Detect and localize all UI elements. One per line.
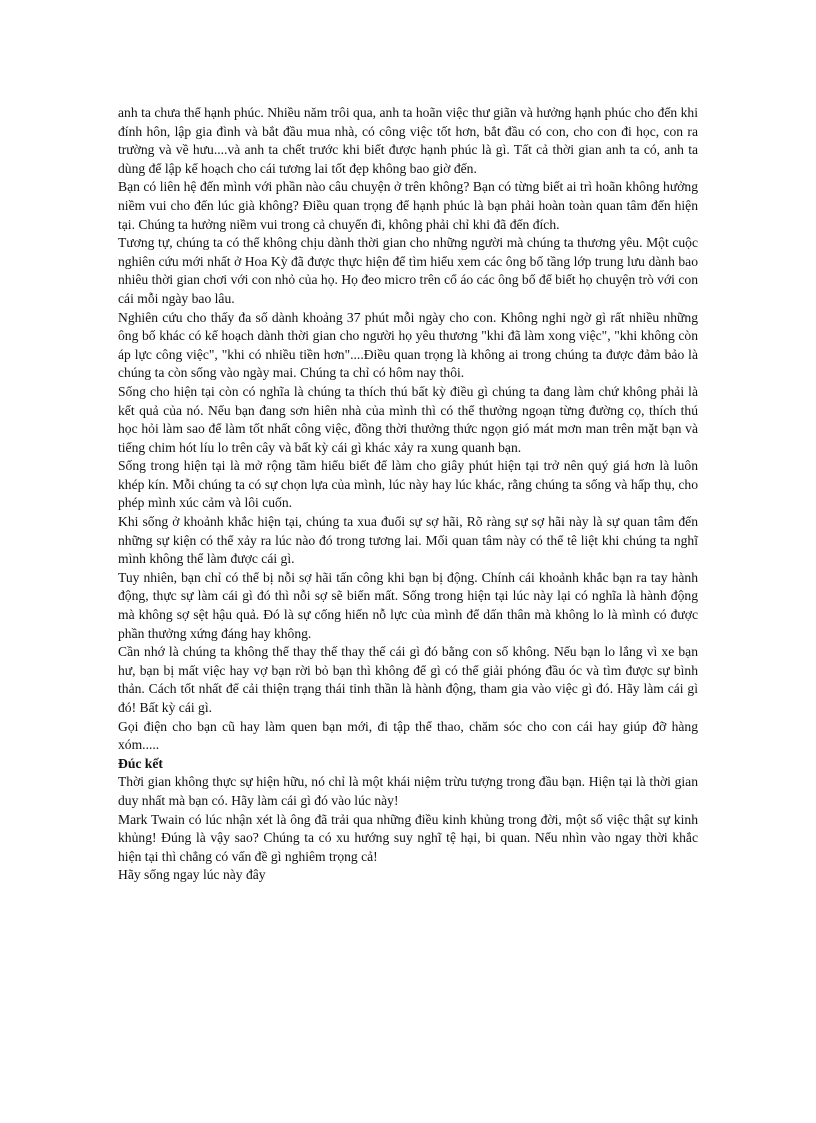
paragraph-3: Tương tự, chúng ta có thể không chịu dành thời gian cho những người mà chúng ta thương yêu. Một cuộc nghiên cứu mới nhất ở Hoa Kỳ đã được thực hiện để tìm hiểu xem các ông bố tầng lớp trung lưu dành bao nhiêu thời gian chơi với con nhỏ của họ. Họ đeo micro trên cổ áo các ông bố để biết họ chuyện trò với con cái mỗi ngày bao lâu. — [118, 235, 698, 306]
paragraph-2: Bạn có liên hệ đến mình với phần nào câu chuyện ở trên không? Bạn có từng biết ai trì hoãn không hưởng niềm vui cho đến lúc già không? Điều quan trọng để hạnh phúc là bạn phải hoàn toàn quan tâm đến hiện tại. Chúng ta hưởng niềm vui trong cả chuyến đi, không phải chỉ khi đã đến đích. — [118, 179, 698, 232]
section-heading: Đúc kết — [118, 755, 163, 771]
closing-paragraph-1: Thời gian không thực sự hiện hữu, nó chỉ là một khái niệm trừu tượng trong đầu bạn. Hiện tại là thời gian duy nhất mà bạn có. Hãy làm cái gì đó vào lúc này! — [118, 774, 698, 808]
paragraph-5: Sống cho hiện tại còn có nghĩa là chúng ta thích thú bất kỳ điều gì chúng ta đang làm chứ không phải là kết quả của nó. Nếu bạn đang sơn hiên nhà của mình thì có thể thưởng ngoạn từng đường cọ, thích thú học hỏi làm sao để làm tốt nhất công việc, đồng thời thưởng thức ngọn gió mát mơn man trên mặt bạn và tiếng chim hót líu lo trên cây và bất kỳ cái gì khác xảy ra xung quanh bạn. — [118, 383, 698, 455]
paragraph-4: Nghiên cứu cho thấy đa số dành khoảng 37 phút mỗi ngày cho con. Không nghi ngờ gì rất nhiều những ông bố khác có kế hoạch dành thời gian cho người họ yêu thương "khi đã làm xong việc", "khi không còn áp lực công việc", "khi có nhiều tiền hơn"....Điều quan trọng là không ai trong chúng ta được đảm bảo là chúng ta còn sống vào ngày mai. Chúng ta chỉ có hôm nay thôi. — [118, 309, 698, 381]
paragraph-8: Tuy nhiên, bạn chỉ có thể bị nỗi sợ hãi tấn công khi bạn bị động. Chính cái khoảnh khắc bạn ra tay hành động, thực sự làm cái gì đó thì nỗi sợ sẽ biến mất. Sống trong hiện tại lúc này lại có nghĩa là hành động mà không sợ sệt hậu quả. Đó là sự cống hiến nỗ lực của mình để dấn thân mà không lo là mình có được phần thưởng xứng đáng hay không. — [118, 569, 698, 641]
paragraph-10: Gọi điện cho bạn cũ hay làm quen bạn mới, đi tập thể thao, chăm sóc cho con cái hay giúp đỡ hàng xóm..... — [118, 718, 698, 753]
paragraph-1: anh ta chưa thể hạnh phúc. Nhiều năm trôi qua, anh ta hoãn việc thư giãn và hưởng hạnh phúc cho đến khi đính hôn, lập gia đình và bắt đầu mua nhà, có công việc tốt hơn, bắt đầu có con, cho con đi học, con ra trường và về hưu....và anh ta chết trước khi biết được hạnh phúc là gì. Tất cả thời gian anh ta có, anh ta dùng để lập kế hoạch cho cái tương lai tốt đẹp không bao giờ đến. — [118, 105, 698, 176]
paragraph-6: Sống trong hiện tại là mở rộng tầm hiểu biết để làm cho giây phút hiện tại trở nên quý giá hơn là luôn khép kín. Mỗi chúng ta có sự chọn lựa của mình, lúc này hay lúc khác, rằng chúng ta sống và hấp thụ, cho phép mình xúc cảm và lôi cuốn. — [118, 458, 698, 511]
closing-paragraph-2: Mark Twain có lúc nhận xét là ông đã trải qua những điều kinh khủng trong đời, một số việc thật sự kinh khủng! Đúng là vậy sao? Chúng ta có xu hướng suy nghĩ tệ hại, bi quan. Nếu nhìn vào ngay thời khắc hiện tại thì chẳng có vấn đề gì nghiêm trọng cả! — [118, 811, 698, 864]
paragraph-9: Cần nhớ là chúng ta không thể thay thế thay thế cái gì đó bằng con số không. Nếu bạn lo lắng vì xe bạn hư, bạn bị mất việc hay vợ bạn rời bỏ bạn thì không để gì có thể giải phóng đầu óc và tìm được sự bình thản. Cách tốt nhất để cải thiện trạng thái tinh thần là hành động, tham gia vào việc gì đó. Hãy làm cái gì đó! Bất kỳ cái gì. — [118, 644, 698, 715]
closing-paragraph-3: Hãy sống ngay lúc này đây — [118, 867, 266, 883]
paragraph-7: Khi sống ở khoảnh khắc hiện tại, chúng ta xua đuổi sự sợ hãi, Rõ ràng sự sợ hãi này là sự quan tâm đến những sự kiện có thể xảy ra lúc nào đó trong tương lai. Mối quan tâm này có thể tê liệt khi chúng ta nghĩ mình không thể làm được cái gì. — [118, 514, 698, 567]
document-body — [118, 104, 698, 885]
